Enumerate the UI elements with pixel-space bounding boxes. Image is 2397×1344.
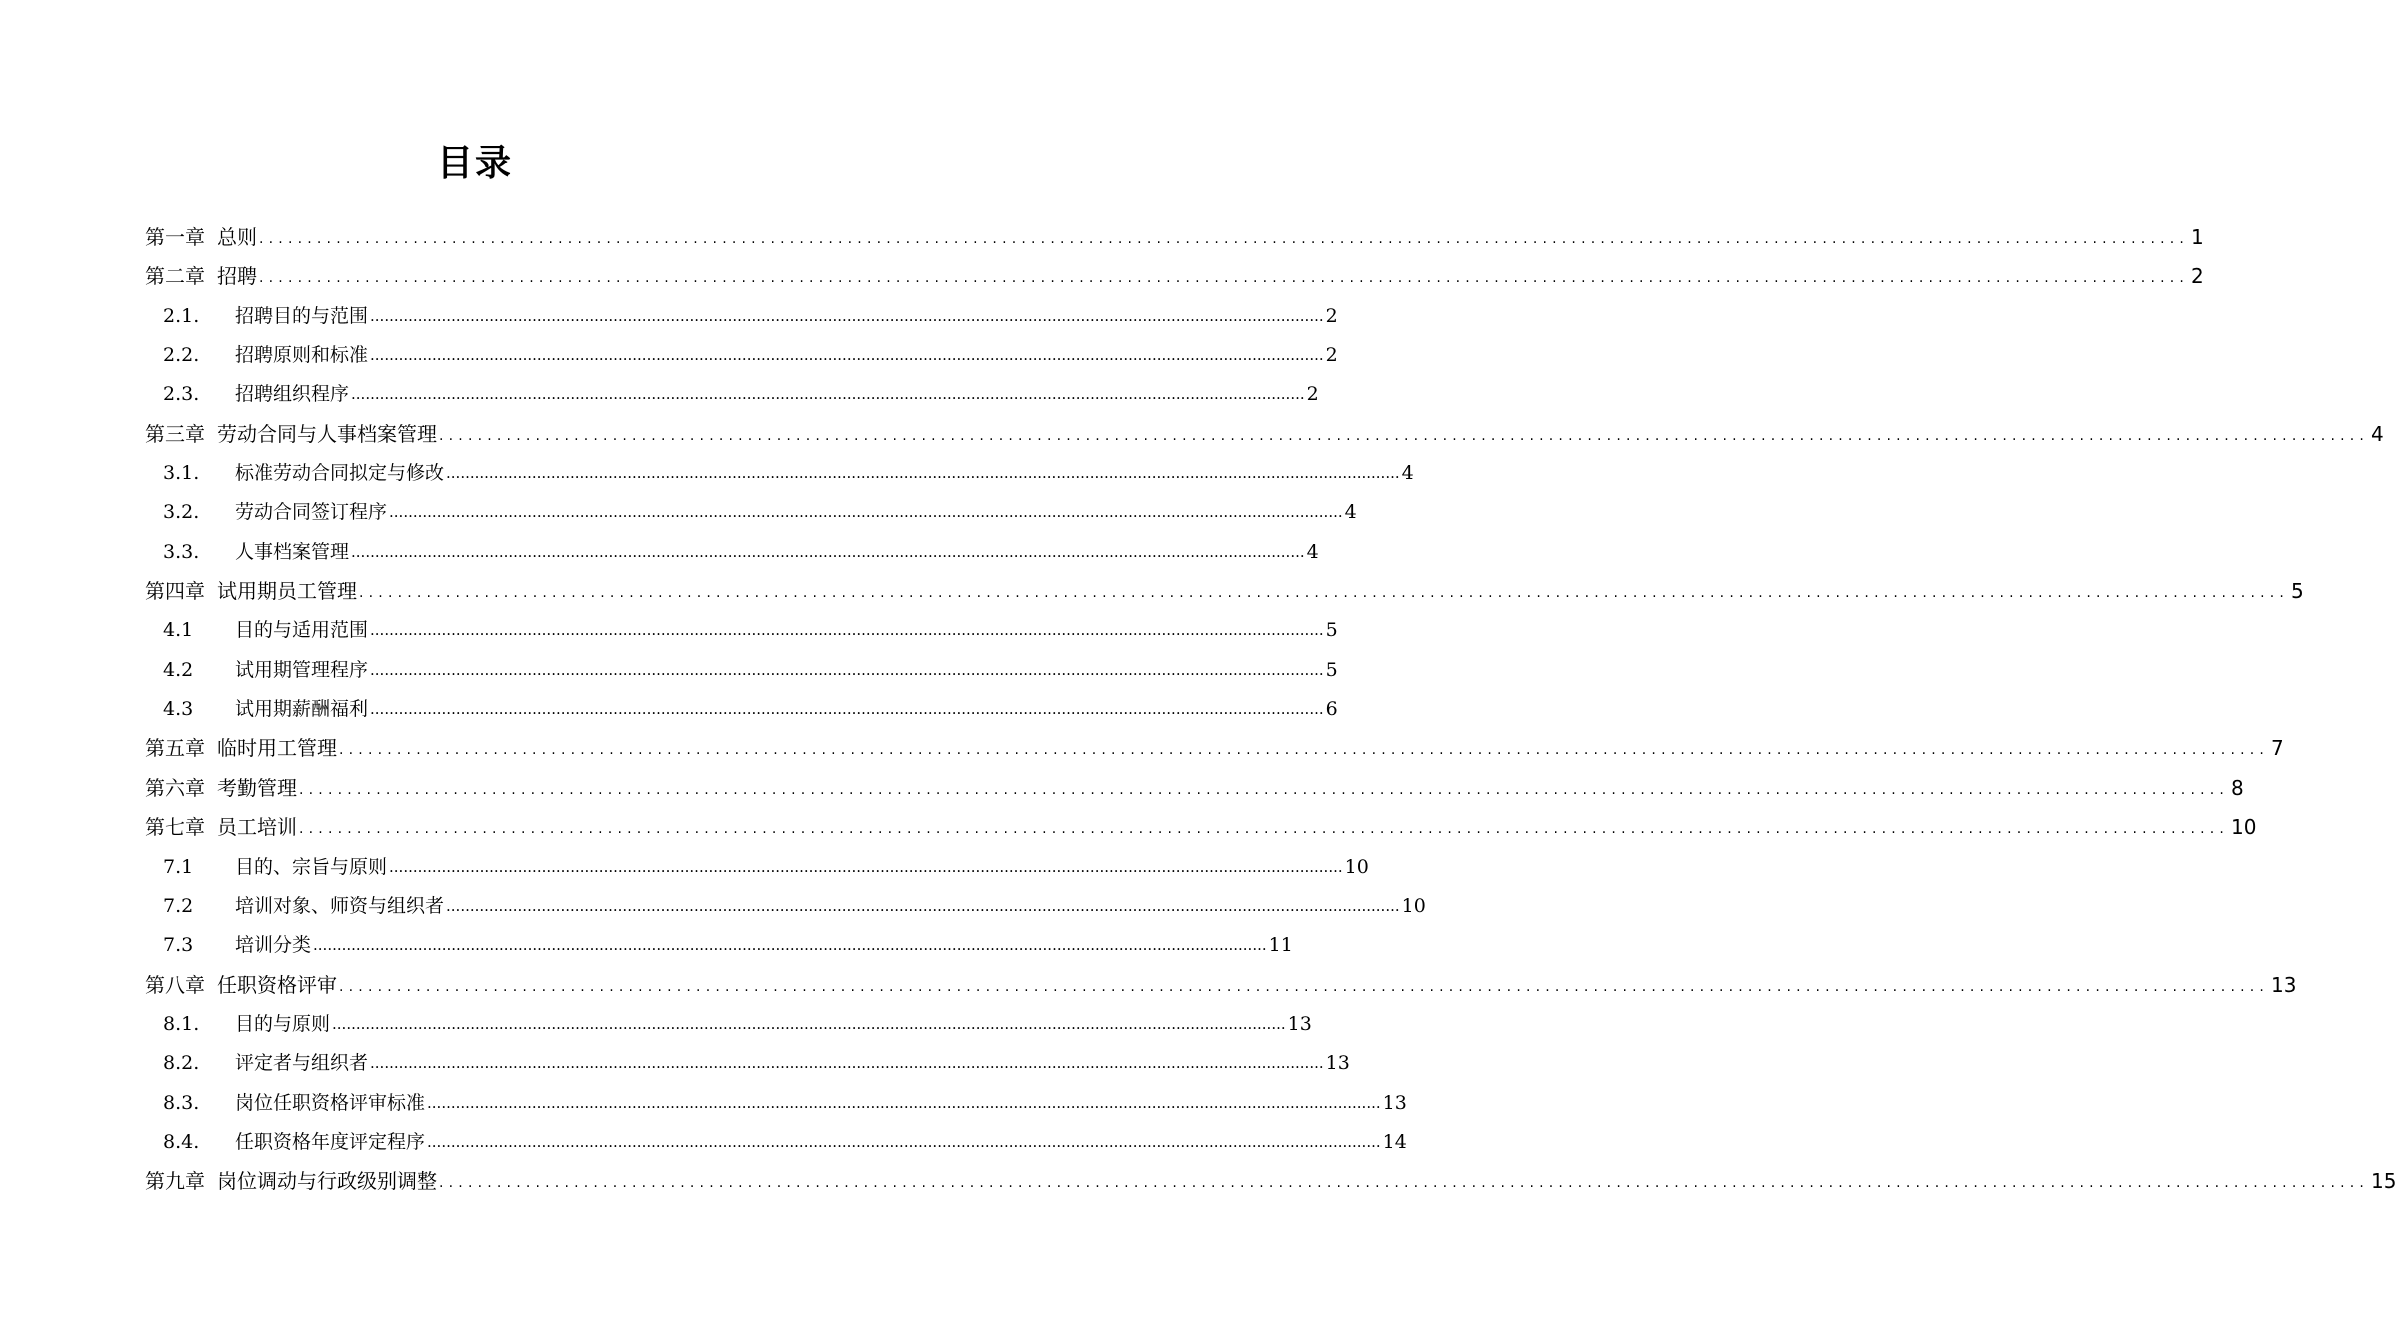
toc-entry-label: 招聘原则和标准 — [235, 344, 369, 367]
toc-entry-page-number: 5 — [1325, 658, 1338, 681]
toc-entry-page-number: 2 — [2191, 264, 2204, 289]
toc-entry-page-number: 6 — [1325, 698, 1338, 721]
toc-entry-label: 招聘 — [217, 264, 257, 289]
toc-entry-page-number: 2 — [1325, 304, 1338, 327]
toc-section-entry[interactable] — [145, 887, 1426, 926]
toc-entry-page-number: 15 — [2371, 1169, 2397, 1194]
toc-entry-number: 第九章 — [145, 1169, 205, 1194]
toc-entry-number: 第三章 — [145, 421, 205, 446]
toc-entry-label: 任职资格年度评定程序 — [235, 1130, 426, 1153]
toc-entry-page-number: 7 — [2271, 736, 2284, 761]
toc-entry-label: 岗位调动与行政级别调整 — [217, 1169, 437, 1194]
toc-entry-number: 2.2. — [163, 344, 200, 367]
toc-entry-label: 标准劳动合同拟定与修改 — [235, 462, 445, 485]
toc-entry-label: 任职资格评审 — [217, 972, 337, 997]
toc-entry-label: 试用期薪酬福利 — [235, 698, 369, 721]
toc-chapter-entry[interactable] — [145, 769, 2244, 808]
toc-entry-number: 8.2. — [163, 1052, 200, 1075]
toc-entry-label: 招聘目的与范围 — [235, 304, 369, 327]
toc-entry-page-number: 10 — [1344, 855, 1369, 878]
toc-entry-number: 3.1. — [163, 462, 200, 485]
toc-entry-label: 试用期管理程序 — [235, 658, 369, 681]
toc-entry-label: 岗位任职资格评审标准 — [235, 1091, 426, 1114]
toc-entry-number: 3.2. — [163, 501, 200, 524]
toc-entry-number: 7.1 — [163, 855, 194, 878]
toc-entry-number: 第八章 — [145, 972, 205, 997]
dot-leader: ........................................................................................................................................................................................................ — [389, 503, 1343, 522]
toc-entry-number: 第六章 — [145, 775, 205, 800]
toc-section-entry[interactable] — [145, 454, 1414, 493]
toc-entry-label: 员工培训 — [217, 815, 297, 840]
dot-leader: ........................................................................................................................................................................................................ — [427, 1093, 1381, 1112]
dot-leader: ........................................................................................................................................................................................................ — [439, 1175, 2370, 1192]
toc-chapter-entry[interactable] — [145, 808, 2257, 847]
toc-chapter-entry[interactable] — [145, 257, 2204, 296]
dot-leader: ........................................................................................................................................................................................................ — [370, 660, 1324, 679]
toc-entry-number: 第七章 — [145, 815, 205, 840]
toc-entry-page-number: 13 — [1325, 1052, 1350, 1075]
toc-section-entry[interactable] — [145, 926, 1293, 965]
toc-list — [145, 218, 2397, 1202]
toc-section-entry[interactable] — [145, 375, 1319, 414]
toc-entry-page-number: 4 — [1344, 501, 1357, 524]
toc-entry-label: 目的与原则 — [235, 1012, 331, 1035]
toc-entry-number: 2.1. — [163, 304, 200, 327]
toc-chapter-entry[interactable] — [145, 1162, 2397, 1201]
dot-leader: ........................................................................................................................................................................................................ — [389, 857, 1343, 876]
toc-entry-page-number: 10 — [2231, 815, 2257, 840]
toc-entry-label: 培训对象、师资与组织者 — [235, 894, 445, 917]
dot-leader: ........................................................................................................................................................................................................ — [299, 781, 2230, 798]
toc-entry-label: 试用期员工管理 — [217, 579, 357, 604]
toc-entry-page-number: 4 — [1306, 540, 1319, 563]
toc-entry-number: 4.2 — [163, 658, 194, 681]
toc-entry-label: 培训分类 — [235, 934, 312, 957]
toc-entry-number: 第五章 — [145, 736, 205, 761]
dot-leader: ........................................................................................................................................................................................................ — [427, 1132, 1381, 1151]
dot-leader: ........................................................................................................................................................................................................ — [351, 385, 1305, 404]
toc-entry-label: 招聘组织程序 — [235, 383, 350, 406]
toc-entry-number: 2.3. — [163, 383, 200, 406]
toc-section-entry[interactable] — [145, 611, 1338, 650]
toc-entry-number: 第二章 — [145, 264, 205, 289]
toc-entry-page-number: 2 — [1325, 344, 1338, 367]
toc-entry-label: 目的与适用范围 — [235, 619, 369, 642]
toc-section-entry[interactable] — [145, 297, 1338, 336]
toc-entry-number: 第一章 — [145, 225, 205, 249]
dot-leader: ........................................................................................................................................................................................................ — [339, 978, 2270, 995]
toc-entry-label: 考勤管理 — [217, 775, 297, 800]
toc-entry-number: 8.3. — [163, 1091, 200, 1114]
toc-entry-page-number: 8 — [2231, 775, 2244, 800]
toc-section-entry[interactable] — [145, 493, 1357, 532]
toc-chapter-entry[interactable] — [145, 218, 2204, 257]
dot-leader: ........................................................................................................................................................................................................ — [446, 464, 1400, 483]
dot-leader: ........................................................................................................................................................................................................ — [359, 585, 2290, 602]
toc-entry-label: 总则 — [217, 225, 257, 249]
toc-section-entry[interactable] — [145, 1084, 1407, 1123]
toc-section-entry[interactable] — [145, 848, 1369, 887]
toc-chapter-entry[interactable] — [145, 729, 2284, 768]
toc-entry-page-number: 13 — [2271, 972, 2297, 997]
dot-leader: ........................................................................................................................................................................................................ — [439, 427, 2370, 444]
toc-section-entry[interactable] — [145, 1123, 1407, 1162]
dot-leader: ........................................................................................................................................................................................................ — [339, 742, 2270, 759]
toc-entry-number: 第四章 — [145, 579, 205, 604]
dot-leader: ........................................................................................................................................................................................................ — [370, 621, 1324, 640]
toc-chapter-entry[interactable] — [145, 572, 2304, 611]
toc-entry-page-number: 2 — [1306, 383, 1319, 406]
toc-entry-page-number: 4 — [2371, 421, 2384, 446]
dot-leader: ........................................................................................................................................................................................................ — [446, 896, 1400, 915]
toc-entry-page-number: 1 — [2191, 225, 2204, 249]
dot-leader: ........................................................................................................................................................................................................ — [259, 231, 2190, 247]
toc-entry-label: 临时用工管理 — [217, 736, 337, 761]
dot-leader: ........................................................................................................................................................................................................ — [351, 542, 1305, 561]
toc-entry-label: 人事档案管理 — [235, 540, 350, 563]
toc-chapter-entry[interactable] — [145, 966, 2297, 1005]
toc-entry-page-number: 14 — [1382, 1130, 1407, 1153]
dot-leader: ........................................................................................................................................................................................................ — [370, 700, 1324, 719]
dot-leader: ........................................................................................................................................................................................................ — [370, 306, 1324, 325]
toc-entry-label: 劳动合同与人事档案管理 — [217, 421, 437, 446]
toc-entry-number: 7.3 — [163, 934, 194, 957]
toc-entry-page-number: 13 — [1287, 1012, 1312, 1035]
dot-leader: ........................................................................................................................................................................................................ — [313, 936, 1267, 955]
toc-entry-page-number: 11 — [1268, 934, 1293, 957]
toc-section-entry[interactable] — [145, 651, 1338, 690]
toc-entry-number: 3.3. — [163, 540, 200, 563]
toc-chapter-entry[interactable] — [145, 415, 2384, 454]
toc-entry-number: 4.3 — [163, 698, 194, 721]
toc-entry-page-number: 5 — [2291, 579, 2304, 604]
toc-entry-number: 8.4. — [163, 1130, 200, 1153]
toc-section-entry[interactable] — [145, 690, 1338, 729]
dot-leader: ........................................................................................................................................................................................................ — [259, 270, 2190, 287]
toc-entry-page-number: 4 — [1401, 462, 1414, 485]
dot-leader: ........................................................................................................................................................................................................ — [370, 346, 1324, 365]
toc-section-entry[interactable] — [145, 1044, 1350, 1083]
dot-leader: ........................................................................................................................................................................................................ — [332, 1014, 1286, 1033]
toc-entry-page-number: 13 — [1382, 1091, 1407, 1114]
toc-entry-label: 评定者与组织者 — [235, 1052, 369, 1075]
toc-section-entry[interactable] — [145, 1005, 1312, 1044]
toc-section-entry[interactable] — [145, 533, 1319, 572]
toc-entry-number: 8.1. — [163, 1012, 200, 1035]
toc-entry-number: 7.2 — [163, 894, 194, 917]
toc-title: 目录 — [436, 143, 513, 184]
toc-entry-number: 4.1 — [163, 619, 194, 642]
dot-leader: ........................................................................................................................................................................................................ — [370, 1054, 1324, 1073]
toc-entry-page-number: 10 — [1401, 894, 1426, 917]
toc-section-entry[interactable] — [145, 336, 1338, 375]
toc-entry-page-number: 5 — [1325, 619, 1338, 642]
dot-leader: ........................................................................................................................................................................................................ — [299, 821, 2230, 838]
toc-entry-label: 劳动合同签订程序 — [235, 501, 388, 524]
toc-entry-label: 目的、宗旨与原则 — [235, 855, 388, 878]
